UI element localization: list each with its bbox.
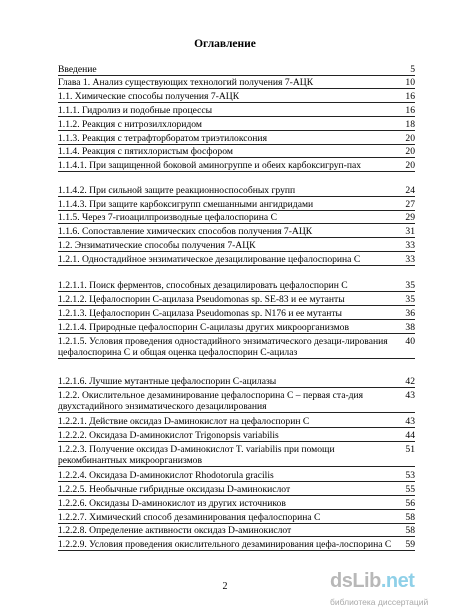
toc-entry[interactable]: 1.2.2.2. Оксидаза D-аминокислот Trigonopsis variabilis 44 <box>58 430 415 441</box>
toc-entry[interactable]: 1.2.2.4. Оксидаза D-аминокислот Rhodotorula gracilis 53 <box>58 470 415 481</box>
toc-page-number: 24 <box>405 185 415 196</box>
toc-entry[interactable]: 1.1.1. Гидролиз и подобные процессы 16 <box>58 105 415 116</box>
toc-entry[interactable]: 1.2. Энзиматические способы получения 7-АЦК 33 <box>58 240 415 251</box>
toc-entry[interactable]: 1.1. Химические способы получения 7-АЦК 16 <box>58 91 415 102</box>
toc-entry[interactable]: 1.2.2.8. Определение активности оксидаз D-аминокислот 58 <box>58 525 415 536</box>
toc-entry[interactable]: 1.2.2.1. Действие оксидаз D-аминокислот на цефалоспорин С 43 <box>58 416 415 427</box>
toc-page-number: 44 <box>405 430 415 441</box>
page-title: Оглавление <box>194 38 256 50</box>
toc-page-number: 27 <box>405 199 415 210</box>
toc-page-number: 51 <box>405 444 415 455</box>
toc-page-number: 33 <box>405 240 415 251</box>
toc-entry[interactable]: 1.1.4.1. При защищенной боковой аминогруппе и обеих карбоксигруп-пах 20 <box>58 160 415 171</box>
toc-entry[interactable]: 1.2.2.7. Химический способ дезаминирования цефалоспорина С 58 <box>58 512 415 523</box>
toc-page-number: 5 <box>410 64 415 75</box>
toc-page-number: 31 <box>405 226 415 237</box>
toc-entry[interactable]: 1.2.2.3. Получение оксидаз D-аминокислот T. variabilis при помощи рекомбинантных микроорганизмов 51 <box>58 444 415 466</box>
toc-page-number: 58 <box>405 525 415 536</box>
toc-entry[interactable]: 1.1.2. Реакция с нитрозилхлоридом 18 <box>58 119 415 130</box>
toc-page-number: 20 <box>405 146 415 157</box>
toc-entry[interactable]: 1.2.1.3. Цефалоспорин С-ацилаза Pseudomonas sp. N176 и ее мутанты 36 <box>58 308 415 319</box>
toc-entry[interactable]: 1.1.5. Через 7-гиоацилпроизводные цефалоспорина С 29 <box>58 212 415 223</box>
toc-entry[interactable]: 1.1.6. Сопоставление химических способов получения 7-АЦК 31 <box>58 226 415 237</box>
toc-page-number: 16 <box>405 91 415 102</box>
toc-page-number: 18 <box>405 119 415 130</box>
toc-page-number: 35 <box>405 280 415 291</box>
toc-page-number: 56 <box>405 498 415 509</box>
toc-entry[interactable]: 1.2.2.9. Условия проведения окислительного дезаминирования цефа-лоспорина С 59 <box>58 539 415 550</box>
toc-entry[interactable]: Введение 5 <box>58 64 415 75</box>
toc-page-number: 35 <box>405 294 415 305</box>
toc-entry[interactable]: 1.2.1.4. Природные цефалоспорин С-ацилазы других микроорганизмов 38 <box>58 322 415 333</box>
toc-entry[interactable]: 1.1.4. Реакция с пятихлористым фосфором 20 <box>58 146 415 157</box>
toc-page-number: 20 <box>405 133 415 144</box>
logo-text: dsLib.net <box>330 570 415 592</box>
toc-page-number: 55 <box>405 484 415 495</box>
toc-entry[interactable]: 1.2.1.5. Условия проведения одностадийного энзиматического дезаци-лирования цефалоспорина С и общая оценка цефалоспорин С-ацилаз 40 <box>58 336 415 358</box>
toc-page-number: 38 <box>405 322 415 333</box>
toc-page-number: 29 <box>405 212 415 223</box>
toc-page-number: 58 <box>405 512 415 523</box>
toc-page-number: 40 <box>405 336 415 347</box>
toc-page-number: 36 <box>405 308 415 319</box>
toc-entry[interactable]: 1.2.1. Одностадийное энзиматическое дезацилирование цефалоспорина С 33 <box>58 254 415 265</box>
toc-entry[interactable]: 1.2.1.6. Лучшие мутантные цефалоспорин С-ацилазы 42 <box>58 376 415 387</box>
toc-entry[interactable]: 1.2.2.6. Оксидазы D-аминокислот из других источников 56 <box>58 498 415 509</box>
toc-page-number: 33 <box>405 254 415 265</box>
toc-page-number: 43 <box>405 416 415 427</box>
toc-page-number: 42 <box>405 376 415 387</box>
toc-entry[interactable]: Глава 1. Анализ существующих технологий получения 7-АЦК 10 <box>58 77 415 88</box>
toc-entry[interactable]: 1.1.4.2. При сильной защите реакционноспособных групп 24 <box>58 185 415 196</box>
logo-subtitle: библиотека диссертаций <box>330 597 429 607</box>
watermark-logo[interactable] <box>330 570 445 612</box>
toc-entry[interactable]: 1.1.3. Реакция с тетрафторборатом триэтилоксония 20 <box>58 133 415 144</box>
toc-page-number: 53 <box>405 470 415 481</box>
toc-page-number: 10 <box>405 77 415 88</box>
toc-entry[interactable]: 1.2.2. Окислительное дезаминирование цефалоспорина С – первая ста-дия двухстадийного энзиматического дезацилирования 43 <box>58 390 415 412</box>
toc-entry[interactable]: 1.2.1.2. Цефалоспорин С-ацилаза Pseudomonas sp. SE-83 и ее мутанты 35 <box>58 294 415 305</box>
page-number: 2 <box>222 581 228 592</box>
toc-entry[interactable]: 1.1.4.3. При защите карбоксигрупп смешанными ангидридами 27 <box>58 199 415 210</box>
toc-page-number: 16 <box>405 105 415 116</box>
toc-page-number: 43 <box>405 390 415 401</box>
toc-page-number: 59 <box>405 539 415 550</box>
toc-entry[interactable]: 1.2.1.1. Поиск ферментов, способных дезацилировать цефалоспорин С 35 <box>58 280 415 291</box>
toc-page-number: 20 <box>405 160 415 171</box>
toc-entry[interactable]: 1.2.2.5. Необычные гибридные оксидазы D-аминокислот 55 <box>58 484 415 495</box>
